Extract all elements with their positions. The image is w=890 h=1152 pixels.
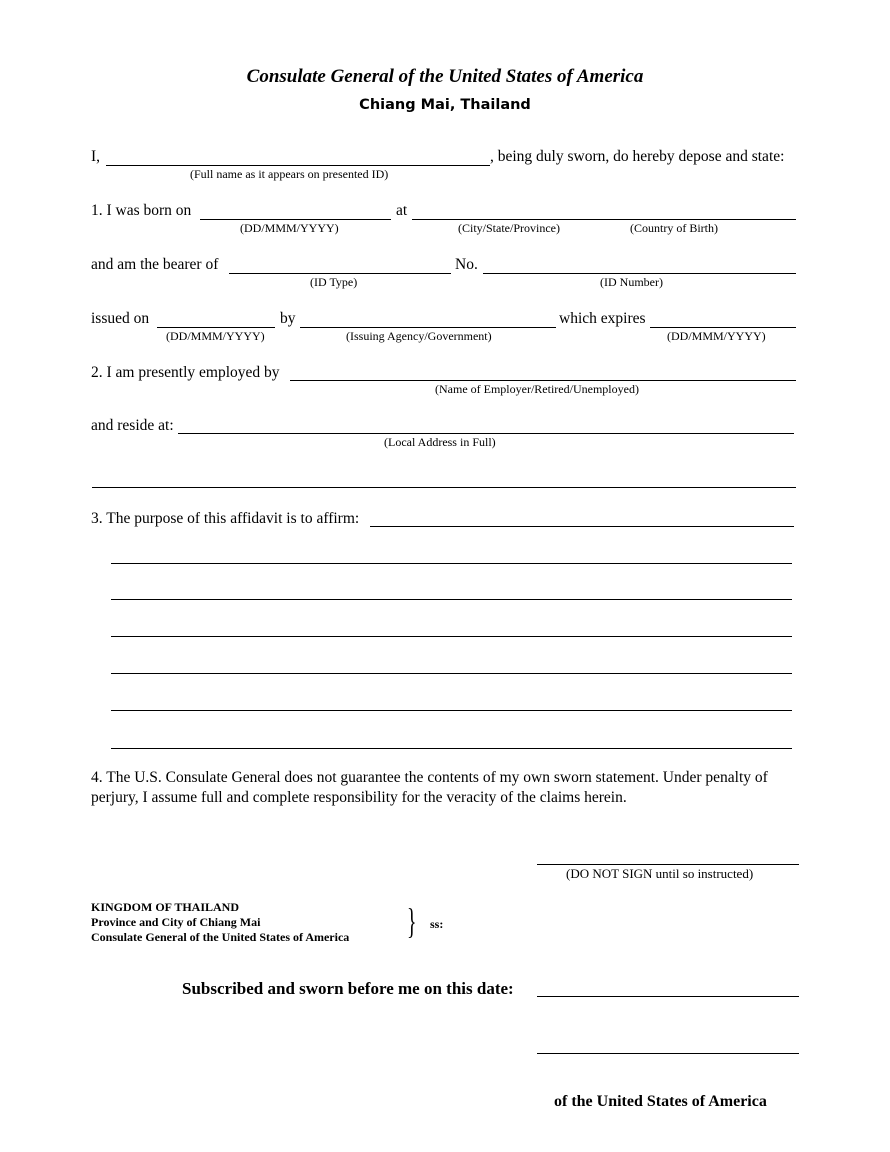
address-field[interactable] xyxy=(178,433,794,434)
full-name-label: (Full name as it appears on presented ID) xyxy=(190,167,389,181)
birth-country-label: (Country of Birth) xyxy=(630,221,718,235)
bearer-no: No. xyxy=(455,256,478,273)
issuing-agency-field[interactable] xyxy=(300,327,556,328)
expiry-date-label: (DD/MMM/YYYY) xyxy=(667,329,766,343)
purpose-line[interactable] xyxy=(111,673,792,674)
issued-expires: which expires xyxy=(559,310,646,327)
birth-date-field[interactable] xyxy=(200,219,391,220)
employed-prefix: 2. I am presently employed by xyxy=(91,364,280,381)
venue-country: KINGDOM OF THAILAND xyxy=(91,900,240,914)
employer-field[interactable] xyxy=(290,380,796,381)
declarant-prefix: I, xyxy=(91,148,101,165)
signature-field[interactable] xyxy=(537,864,799,865)
officer-name-field[interactable] xyxy=(537,1053,799,1054)
born-prefix: 1. I was born on xyxy=(91,202,192,219)
issuing-agency-label: (Issuing Agency/Government) xyxy=(346,329,492,343)
address-field-line-2[interactable] xyxy=(92,487,796,488)
id-type-label: (ID Type) xyxy=(310,275,358,289)
purpose-line[interactable] xyxy=(111,636,792,637)
full-name-field[interactable] xyxy=(106,165,490,166)
form-title: Consulate General of the United States of America xyxy=(246,66,644,87)
venue-province: Province and City of Chiang Mai xyxy=(91,915,261,929)
issued-by: by xyxy=(280,310,296,327)
bearer-prefix: and am the bearer of xyxy=(91,256,219,273)
birth-place-field[interactable] xyxy=(412,219,796,220)
purpose-line[interactable] xyxy=(111,563,792,564)
purpose-line[interactable] xyxy=(111,748,792,749)
purpose-prefix: 3. The purpose of this affidavit is to affirm: xyxy=(91,510,360,527)
birth-date-label: (DD/MMM/YYYY) xyxy=(240,221,339,235)
sworn-date-field[interactable] xyxy=(537,996,799,997)
id-number-label: (ID Number) xyxy=(600,275,663,289)
reside-prefix: and reside at: xyxy=(91,417,174,434)
birth-city-label: (City/State/Province) xyxy=(458,221,560,235)
employer-label: (Name of Employer/Retired/Unemployed) xyxy=(435,382,639,396)
officer-title: of the United States of America xyxy=(554,1093,767,1110)
purpose-line[interactable] xyxy=(111,710,792,711)
id-number-field[interactable] xyxy=(483,273,796,274)
ss-label: ss: xyxy=(430,917,444,931)
expiry-date-field[interactable] xyxy=(650,327,796,328)
born-at: at xyxy=(396,202,408,219)
sworn-label: Subscribed and sworn before me on this date: xyxy=(182,979,514,998)
id-type-field[interactable] xyxy=(229,273,451,274)
purpose-line[interactable] xyxy=(111,599,792,600)
declarant-suffix: , being duly sworn, do hereby depose and state: xyxy=(490,148,785,165)
purpose-field[interactable] xyxy=(370,526,794,527)
address-label: (Local Address in Full) xyxy=(384,435,496,449)
issue-date-field[interactable] xyxy=(157,327,275,328)
issue-date-label: (DD/MMM/YYYY) xyxy=(166,329,265,343)
venue-consulate: Consulate General of the United States of America xyxy=(91,930,350,944)
brace-glyph: } xyxy=(407,901,417,941)
issued-prefix: issued on xyxy=(91,310,150,327)
signature-label: (DO NOT SIGN until so instructed) xyxy=(566,866,754,881)
responsibility-statement: 4. The U.S. Consulate General does not guarantee the contents of my own sworn statement. Under penalty of perjury, I assume full and complete responsibility for the veracity of the claims herein. xyxy=(91,769,768,806)
form-subtitle: Chiang Mai, Thailand xyxy=(359,97,531,113)
